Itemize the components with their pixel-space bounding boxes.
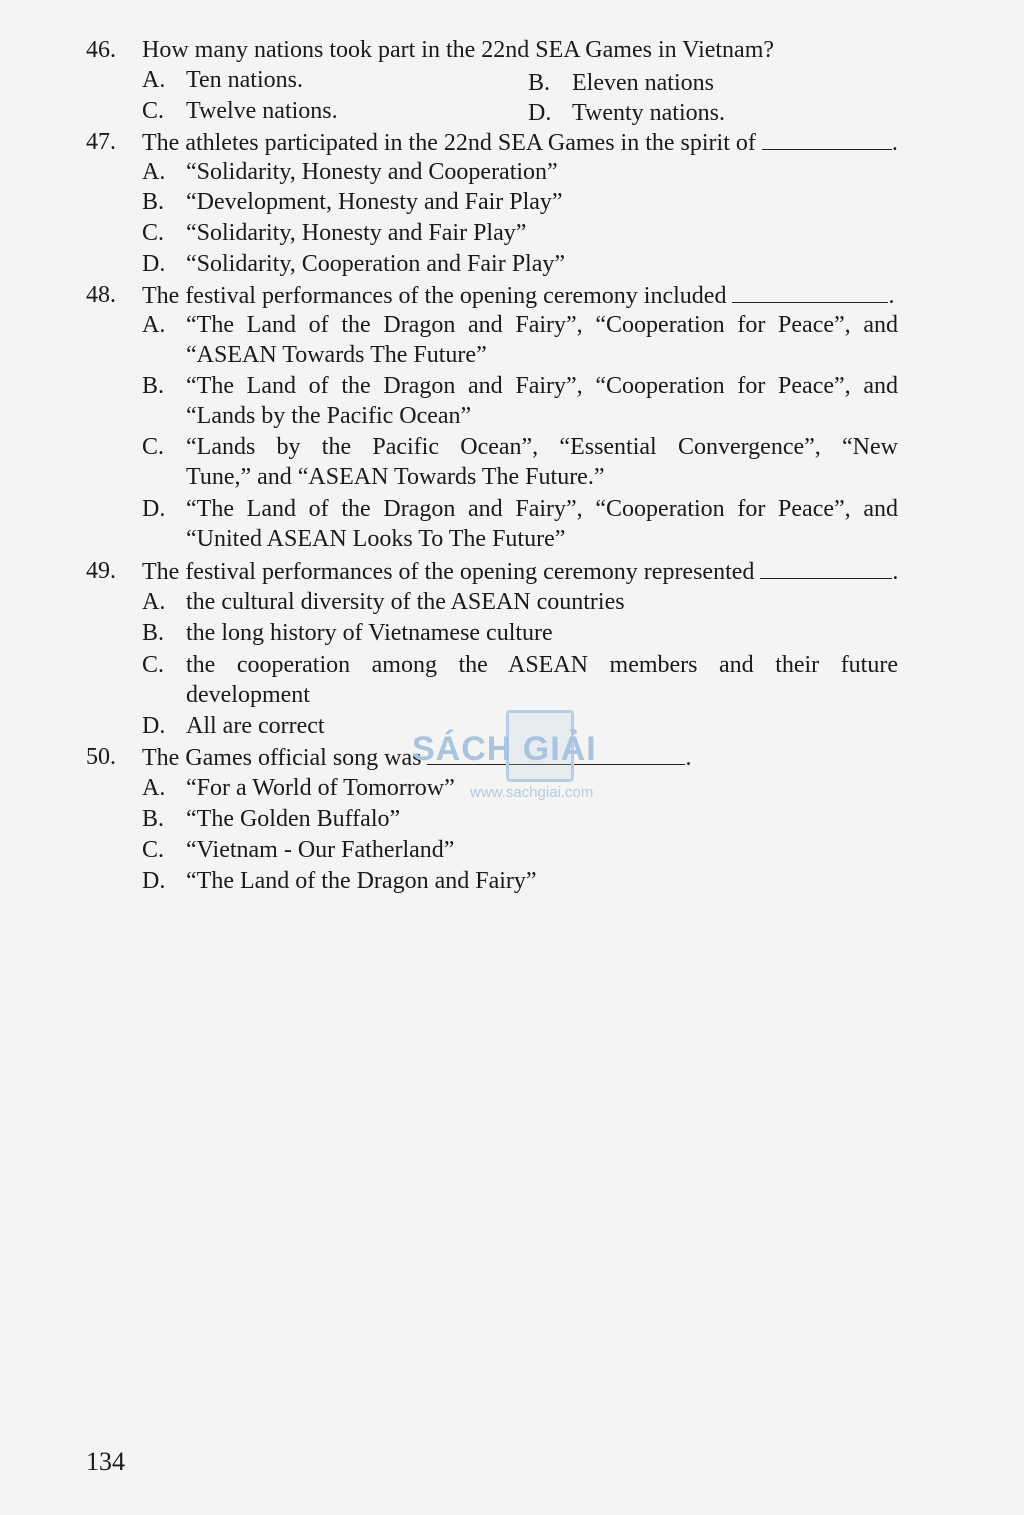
answer-option: B. the long history of Vietnamese culture [142,620,553,646]
answer-option: A. “The Land of the Dragon and Fairy”, “Cooperation for Peace”, and “ASEAN Towards The Future” [142,312,898,368]
question-stem: The athletes participated in the 22nd SEA Games in the spirit of . [142,127,898,158]
question-number: 46. [86,37,116,63]
answer-option: C. Twelve nations. [142,98,338,124]
answer-option: D. All are correct [142,713,325,739]
answer-blank [760,556,892,579]
answer-option: C. “Solidarity, Honesty and Fair Play” [142,220,527,246]
question-text: The festival performances of the opening ceremony represented [142,559,755,585]
answer-option: B. “The Land of the Dragon and Fairy”, “Cooperation for Peace”, and “Lands by the Pacific Ocean” [142,373,898,429]
watermark-logo [412,708,612,801]
answer-blank [762,127,892,150]
answer-option: D. “The Land of the Dragon and Fairy” [142,868,537,894]
question-stem: The festival performances of the opening ceremony included . [142,280,894,311]
answer-option: A. “Solidarity, Honesty and Cooperation” [142,159,558,185]
question-stem: The festival performances of the opening ceremony represented . [142,556,898,587]
question-number: 49. [86,558,116,584]
question-number: 48. [86,282,116,308]
answer-option: C. “Vietnam - Our Fatherland” [142,837,455,863]
answer-option: A. “For a World of Tomorrow” [142,775,455,801]
answer-option: D. “Solidarity, Cooperation and Fair Play” [142,251,566,277]
watermark-url: www.sachgiai.com [470,784,594,801]
question-text: The Games official song was [142,745,422,771]
answer-option: A. the cultural diversity of the ASEAN countries [142,589,625,615]
watermark-text: SÁCH GIẢI [412,730,597,768]
answer-option: D. “The Land of the Dragon and Fairy”, “Cooperation for Peace”, and “United ASEAN Looks To The Future” [142,496,898,552]
question-number: 50. [86,744,116,770]
page-number: 134 [86,1447,125,1476]
answer-option: B. “Development, Honesty and Fair Play” [142,189,563,215]
question-number: 47. [86,129,116,155]
question-text: The athletes participated in the 22nd SEA Games in the spirit of [142,130,756,156]
answer-option: C. the cooperation among the ASEAN members and their future development [142,652,898,708]
answer-option: C. “Lands by the Pacific Ocean”, “Essential Convergence”, “New Tune,” and “ASEAN Towards The Future.” [142,434,898,490]
answer-blank [732,280,888,303]
answer-option: B. Eleven nations [528,70,714,96]
answer-option: A. Ten nations. [142,67,303,93]
answer-option: D. Twenty nations. [528,100,725,126]
question-text: How many nations took part in the 22nd SEA Games in Vietnam? [142,37,775,63]
answer-option: B. “The Golden Buffalo” [142,806,401,832]
question-stem: The Games official song was . [142,742,691,773]
question-text: The festival performances of the opening ceremony included [142,283,727,309]
